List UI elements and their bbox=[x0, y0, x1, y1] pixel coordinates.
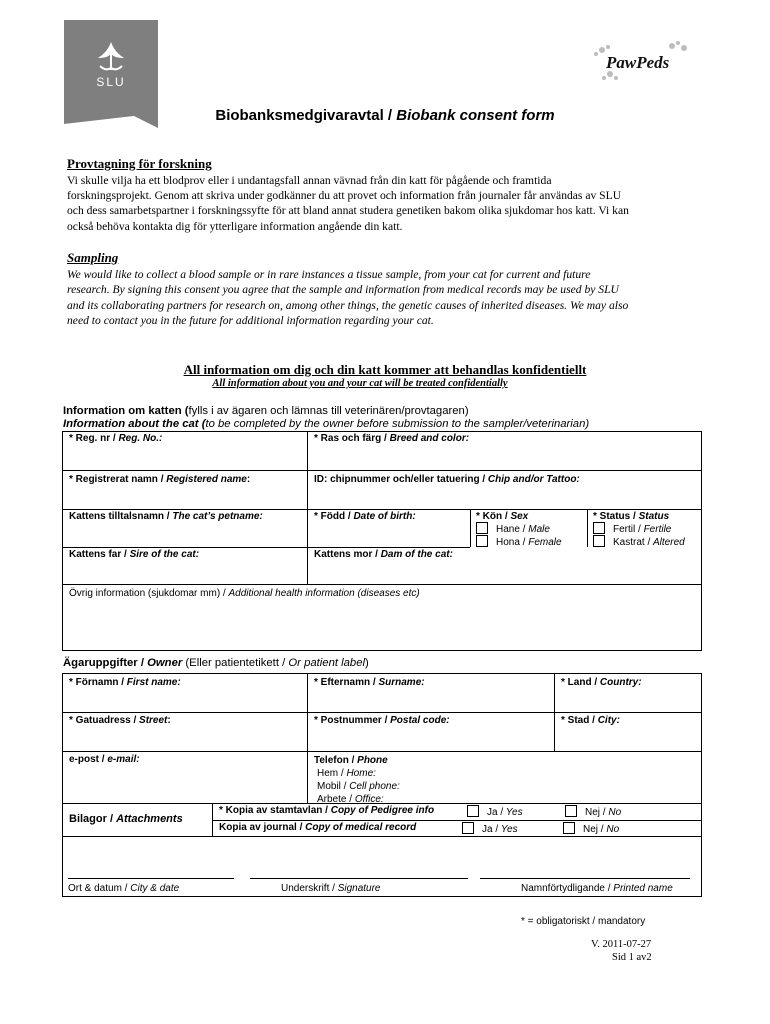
health-info-field[interactable]: Övrig information (sjukdomar mm) / Additional health information (diseases etc) bbox=[69, 588, 420, 599]
country-field[interactable]: * Land / Country: bbox=[561, 677, 642, 688]
pedigree-yes-checkbox[interactable] bbox=[467, 805, 479, 817]
sampling-en-heading: Sampling bbox=[67, 250, 119, 265]
sampling-sv-text: Vi skulle vilja ha ett blodprov eller i undantagsfall annan vävnad från din katt för pågående och framtida forskningsprojekt. Genom att skriva under godkänner du att provet och information från journaler får användas av SLU och dess samarbetspartner i forskningssyfte för att bland annat studera genetiken bakom olika sjukdomar hos katt. Vi kan också behöva kontakta dig för ytterligare information angående din katt. bbox=[67, 174, 629, 233]
birth-date-field[interactable]: * Född / Date of birth: bbox=[314, 511, 416, 522]
record-no-option[interactable]: Nej / No bbox=[557, 821, 625, 836]
page-title: Biobanksmedgivaravtal / Biobank consent form bbox=[215, 107, 555, 124]
office-phone-field[interactable]: Arbete / Office: bbox=[317, 794, 384, 805]
home-phone-field[interactable]: Hem / Home: bbox=[317, 768, 376, 779]
surname-field[interactable]: * Efternamn / Surname: bbox=[314, 677, 425, 688]
phone-group: Telefon / Phone Hem / Home: Mobil / Cell phone: Arbete / Office: bbox=[314, 755, 400, 805]
date-signature-line[interactable] bbox=[68, 878, 234, 879]
pawpeds-logo bbox=[586, 40, 696, 84]
city-date-label: Ort & datum / City & date bbox=[68, 883, 180, 894]
sire-field[interactable]: Kattens far / Sire of the cat: bbox=[69, 549, 200, 560]
breed-field[interactable]: * Ras och färg / Breed and color: bbox=[314, 433, 470, 444]
street-field[interactable]: * Gatuadress / Street: bbox=[69, 715, 171, 726]
dam-field[interactable]: Kattens mor / Dam of the cat: bbox=[314, 549, 453, 560]
female-checkbox[interactable] bbox=[476, 535, 488, 547]
postal-code-field[interactable]: * Postnummer / Postal code: bbox=[314, 715, 450, 726]
pedigree-no-option[interactable]: Nej / No bbox=[559, 804, 627, 819]
signature-label: Underskrift / Signature bbox=[281, 883, 381, 894]
printed-name-line[interactable] bbox=[480, 878, 690, 879]
page-number: Sid 1 av2 bbox=[612, 952, 652, 961]
record-no-checkbox[interactable] bbox=[563, 822, 575, 834]
petname-field[interactable]: Kattens tilltalsnamn / The cat’s petname: bbox=[69, 511, 263, 522]
male-checkbox[interactable] bbox=[476, 522, 488, 534]
sex-group: * Kön / Sex Hane / Male Hona / Female bbox=[476, 511, 562, 548]
mandatory-note: * = obligatoriskt / mandatory bbox=[521, 916, 646, 927]
record-yes-option[interactable]: Ja / Yes bbox=[456, 821, 524, 836]
first-name-field[interactable]: * Förnamn / First name: bbox=[69, 677, 181, 688]
confidential-heading-sv: All information om dig och din katt kommer att behandlas konfidentiellt bbox=[183, 362, 587, 377]
pawpeds-logo-text: PawPeds bbox=[606, 53, 670, 72]
mobile-phone-field[interactable]: Mobil / Cell phone: bbox=[317, 781, 400, 792]
status-group: * Status / Status Fertil / Fertile Kastrat / Altered bbox=[593, 511, 685, 548]
slu-logo-text: SLU bbox=[96, 75, 126, 89]
reg-nr-field[interactable]: * Reg. nr / Reg. No.: bbox=[69, 433, 163, 444]
city-field[interactable]: * Stad / City: bbox=[561, 715, 620, 726]
cat-info-title-sv: Information om katten (fylls i av ägaren och lämnas till veterinären/provtagaren) bbox=[63, 405, 469, 417]
printed-name-label: Namnförtydligande / Printed name bbox=[521, 883, 673, 894]
altered-checkbox[interactable] bbox=[593, 535, 605, 547]
version-label: V. 2011-07-27 bbox=[591, 939, 652, 950]
pedigree-no-checkbox[interactable] bbox=[565, 805, 577, 817]
registered-name-field[interactable]: * Registrerat namn / Registered name: bbox=[69, 474, 251, 485]
pedigree-yes-option[interactable]: Ja / Yes bbox=[461, 804, 529, 819]
pedigree-copy-label: * Kopia av stamtavlan / Copy of Pedigree info bbox=[219, 805, 435, 816]
sampling-en-text: We would like to collect a blood sample or in rare instances a tissue sample, from your cat for current and future research. By signing this consent you agree that the sample and information from medical records may be used by SLU and its collaborating partners for research on, among other things, the genetic causes of inherited diseases. We may also need to contact you in the future for additional information regarding your cat. bbox=[67, 268, 629, 328]
record-copy-label: Kopia av journal / Copy of medical record bbox=[219, 822, 417, 833]
email-field[interactable]: e-post / e-mail: bbox=[69, 754, 140, 765]
attachments-label: Bilagor / Attachments bbox=[69, 813, 183, 825]
signature-line[interactable] bbox=[250, 878, 468, 879]
sampling-sv-heading: Provtagning för forskning bbox=[67, 156, 212, 171]
owner-title: Ägaruppgifter / Owner (Eller patientetikett / Or patient label) bbox=[63, 657, 369, 669]
confidential-heading-en: All information about you and your cat will be treated confidentially bbox=[212, 378, 508, 389]
fertile-checkbox[interactable] bbox=[593, 522, 605, 534]
record-yes-checkbox[interactable] bbox=[462, 822, 474, 834]
chip-field[interactable]: ID: chipnummer och/eller tatuering / Chip and/or Tattoo: bbox=[314, 474, 580, 485]
cat-info-title-en: Information about the cat (to be completed by the owner before submission to the sampler/veterinarian) bbox=[63, 418, 590, 430]
